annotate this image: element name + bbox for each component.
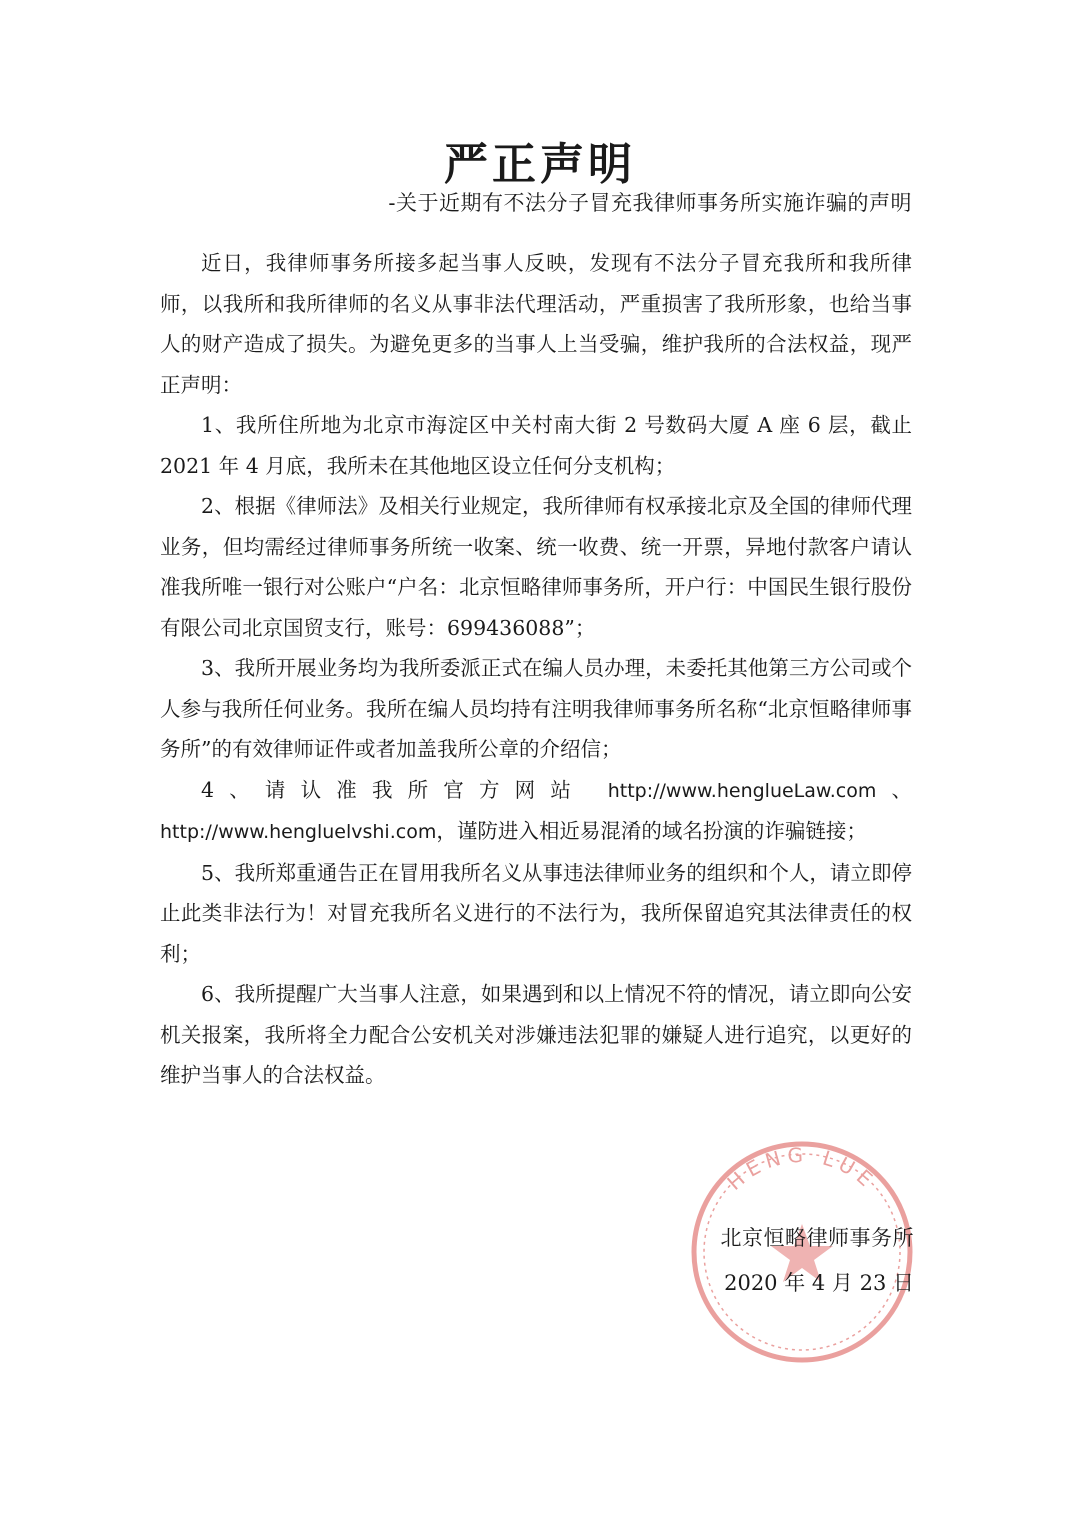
official-website-link-2[interactable]: http://www.hengluelvshi.com bbox=[160, 821, 437, 843]
signature-organization: 北京恒略律师事务所 bbox=[720, 1226, 914, 1250]
signature-date: 2020 年 4 月 23 日 bbox=[724, 1271, 914, 1295]
item-4-prefix: 4、请认准我所官方网站 bbox=[201, 777, 608, 802]
item-6-paragraph: 6、我所提醒广大当事人注意，如果遇到和以上情况不符的情况，请立即向公安机关报案，我所将全力配合公安机关对涉嫌违法犯罪的嫌疑人进行追究，以更好的维护当事人的合法权益。 bbox=[160, 982, 912, 1087]
svg-text:HENG LUE bbox=[722, 1143, 881, 1195]
item-2-paragraph: 2、根据《律师法》及相关行业规定，我所律师有权承接北京及全国的律师代理业务，但均需经过律师事务所统一收案、统一收费、统一开票，异地付款客户请认准我所唯一银行对公账户“户名：北京恒略律师事务所，开户行：中国民生银行股份有限公司北京国贸支行，账号：699436088”； bbox=[160, 494, 912, 640]
document-title: 严正声明 bbox=[444, 139, 636, 190]
intro-paragraph: 近日，我律师事务所接多起当事人反映，发现有不法分子冒充我所和我所律师，以我所和我所律师的名义从事非法代理活动，严重损害了我所形象，也给当事人的财产造成了损失。为避免更多的当事人上当受骗，维护我所的合法权益，现严正声明： bbox=[160, 251, 912, 397]
official-seal-stamp bbox=[682, 1132, 922, 1372]
item-5-paragraph: 5、我所郑重通告正在冒用我所名义从事违法律师业务的组织和个人，请立即停止此类非法行为！对冒充我所名义进行的不法行为，我所保留追究其法律责任的权利； bbox=[160, 860, 912, 966]
item-4-separator: 、 bbox=[876, 777, 913, 802]
document-subtitle: -关于近期有不法分子冒充我律师事务所实施诈骗的声明 bbox=[388, 191, 912, 215]
item-4-paragraph bbox=[160, 770, 912, 853]
seal-arc-text: HENG LUE bbox=[722, 1142, 882, 1195]
official-website-link-1[interactable]: http://www.henglueLaw.com bbox=[607, 779, 877, 802]
item-3-paragraph: 3、我所开展业务均为我所委派正式在编人员办理，未委托其他第三方公司或个人参与我所任何业务。我所在编人员均持有注明我律师事务所名称“北京恒略律师事务所”的有效律师证件或者加盖我所公章的介绍信； bbox=[160, 656, 912, 761]
item-4-suffix: ，谨防进入相近易混淆的域名扮演的诈骗链接； bbox=[436, 819, 867, 843]
document-body bbox=[160, 243, 912, 1096]
item-1-paragraph: 1、我所住所地为北京市海淀区中关村南大街 2 号数码大厦 A 座 6 层，截止 2021 年 4 月底，我所未在其他地区设立任何分支机构； bbox=[160, 413, 912, 478]
